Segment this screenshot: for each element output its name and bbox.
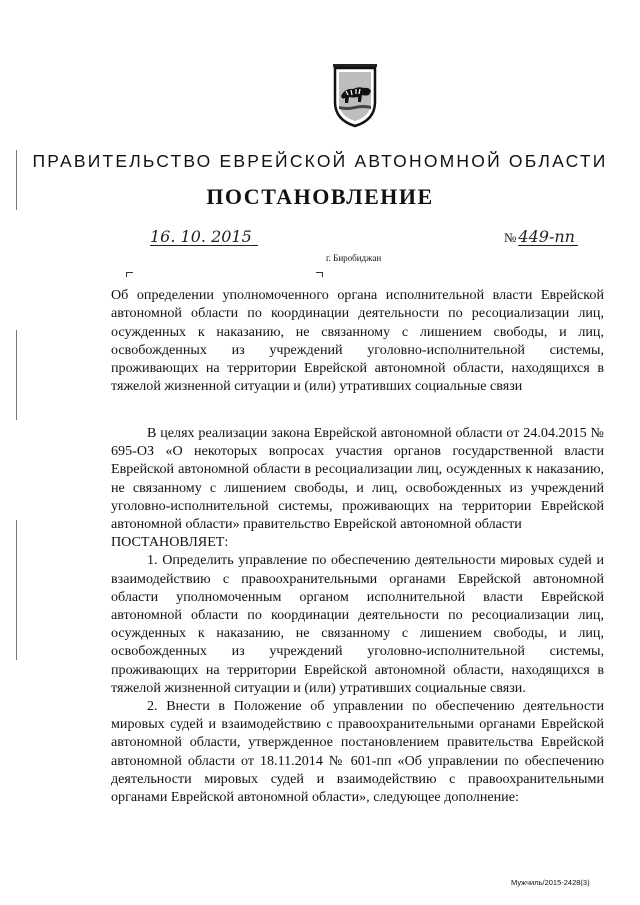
document-body [111,424,604,806]
resolves-heading: ПОСТАНОВЛЯЕТ: [111,534,229,551]
handwritten-number: 449-пп [518,229,578,246]
city-label: г. Биробиджан [326,253,382,263]
subject-bracket-right [316,272,323,277]
item-2-paragraph: 2. Внести в Положение об управлении по обеспечению деятельности мировых судей и взаимодействию с правоохранительными органами Еврейской автономной области, утвержденное постановлением правительства Еврейской автономной области от 18.11.2014 № 601-пп «Об управлении по обеспечению деятельности мировых судей и взаимодействию с правоохранительными органами Еврейской автономной области», следующее дополнение: [111,698,604,806]
document-number [504,229,594,246]
document-subject: Об определении уполномоченного органа исполнительной власти Еврейской автономной области по координации деятельности по ресоциализации лиц, осужденных к наказанию, не связанному с лишением свободы, и лиц, освобожденных из учреждений уголовно-исполнительной системы, проживающих на территории Еврейской автономной области, находящихся в тяжелой жизненной ситуации и (или) утративших социальные связи [111,287,604,395]
subject-bracket-left [126,272,133,277]
document-type-heading: ПОСТАНОВЛЕНИЕ [206,184,434,209]
item-1-paragraph: 1. Определить управление по обеспечению деятельности мировых судей и взаимодействию с правоохранительными органами Еврейской автономной области уполномоченным органом исполнительной власти Еврейской автономной области по координации деятельности по ресоциализации лиц, осужденных к наказанию, не связанному с лишением свободы, и лиц, освобожденных из учреждений уголовно-исполнительной системы, проживающих на территории Еврейской автономной области, находящихся в тяжелой жизненной ситуации и (или) утративших социальные связи. [111,552,604,696]
number-sign: № [504,230,517,245]
scan-edge-mark [16,520,17,660]
footer-code: Мужчиль/2015-2428(3) [511,878,590,887]
handwritten-date: 16. 10. 2015 [150,229,258,246]
preamble-paragraph: В целях реализации закона Еврейской автономной области от 24.04.2015 № 695-ОЗ «О некоторых вопросах участия органов государственной власти Еврейской автономной области в ресоциализации лиц, осужденных к наказанию, не связанному с лишением свободы, и лиц, освобожденных из учреждений уголовно-исполнительной системы, проживающих на территории Еврейской автономной области» правительство Еврейской автономной области [111,425,604,533]
coat-of-arms-emblem [331,62,379,128]
government-title: ПРАВИТЕЛЬСТВО ЕВРЕЙСКОЙ АВТОНОМНОЙ ОБЛАСТИ [32,151,608,171]
scan-edge-mark [16,330,17,420]
